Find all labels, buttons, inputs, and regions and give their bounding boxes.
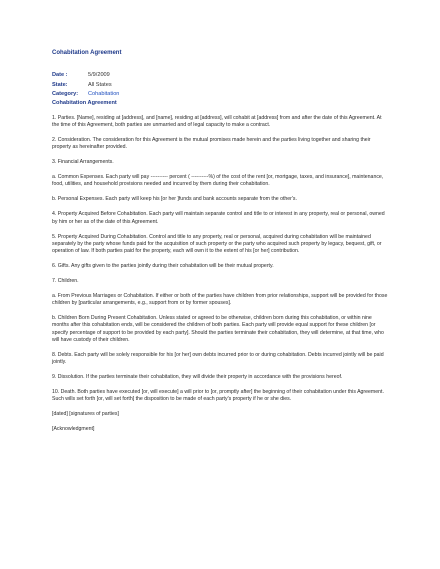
paragraph-property-during: 5. Property Acquired During Cohabitation. Control and title to any property, real or personal, acquired during cohabitation will be maintained separately by the party whose funds paid for the acquisition of such property or the party who acquired such property by legacy, bequest, gift, or operation of law. If both parties paid for the property, each will own it to the extent of his [or her] contribution. (52, 233, 382, 254)
paragraph-parties: 1. Parties. [Name], residing at [address], and [name], residing at [address], will cohabit at [address] from and after the date of this Agreement. At the time of this Agreement, both parties are unmarried and of legal capacity to make a contract. (52, 114, 382, 128)
meta-key-date: Date : (52, 72, 68, 78)
paragraph-common-expenses: a. Common Expenses. Each party will pay ---------- percent ( ----------%) of the cost of the rent [or, mortgage, taxes, and insurance], maintenance, food, utilities, and household provisions needed and incurred by them during their cohabitation. (52, 174, 384, 188)
document-subtitle: Cohabitation Agreement (52, 99, 117, 106)
paragraph-death: 10. Death. Both parties have executed [or, will execute] a will prior to [or, promptly after] the beginning of their cohabitation under this Agreement. Such wills set forth [or, will set forth] the disposition to be made of each party's property if he or she dies. (52, 389, 384, 403)
document-meta (52, 71, 390, 100)
category-link[interactable]: Cohabitation (88, 91, 120, 98)
meta-row-category (52, 90, 390, 100)
meta-key-category: Category: (52, 91, 79, 98)
document-title: Cohabitation Agreement (52, 50, 122, 56)
meta-row-date (52, 71, 390, 81)
paragraph-children-previous: a. From Previous Marriages or Cohabitation. If either or both of the parties have children from prior relationships, support will be provided for those children by [particular arrangements, e.g., support from or by former spouses]. (52, 293, 388, 307)
meta-value-date: 5/9/2009 (88, 72, 110, 78)
meta-row-state (52, 81, 390, 91)
paragraph-personal-expenses: b. Personal Expenses. Each party will keep his [or her ]funds and bank accounts separate from the other's. (52, 196, 297, 203)
paragraph-financial-arrangements: 3. Financial Arrangements. (52, 159, 114, 166)
paragraph-signatures: [dated] [signatures of parties] (52, 411, 119, 418)
paragraph-children: 7. Children. (52, 278, 79, 284)
paragraph-dissolution: 9. Dissolution. If the parties terminate their cohabitation, they will divide their property in accordance with the provisions hereof. (52, 374, 343, 381)
paragraph-consideration: 2. Consideration. The consideration for this Agreement is the mutual promises made herein and the parties living together and sharing their property as hereinafter provided. (52, 136, 371, 151)
paragraph-children-present: b. Children Born During Present Cohabitation. Unless stated or agreed to be otherwise, children born during this cohabitation, or within nine months after this cohabitation ends, will be considered the children of both parties. Each party will provide equal support for these children [or specify percentage of support to be provided by each party]. Should the parties terminate their cohabitation, they will determine, at that time, who will have custody of their children. (52, 315, 384, 343)
meta-value-state: All States (88, 81, 112, 88)
meta-key-state: State: (52, 81, 68, 88)
paragraph-property-before: 4. Property Acquired Before Cohabitation. Each party will maintain separate control and title to or interest in any property, real or personal, owned by him or her as of the date of this Agreement. (52, 211, 385, 225)
document-body (52, 115, 390, 434)
paragraph-gifts: 6. Gifts. Any gifts given to the parties jointly during their cohabitation will be their mutual property. (52, 263, 274, 269)
paragraph-debts: 8. Debts. Each party will be solely responsible for his [or her] own debts incurred prior to or during cohabitation. Debts incurred jointly will be paid jointly. (52, 351, 384, 366)
paragraph-acknowledgment: [Acknowledgment] (52, 426, 95, 433)
